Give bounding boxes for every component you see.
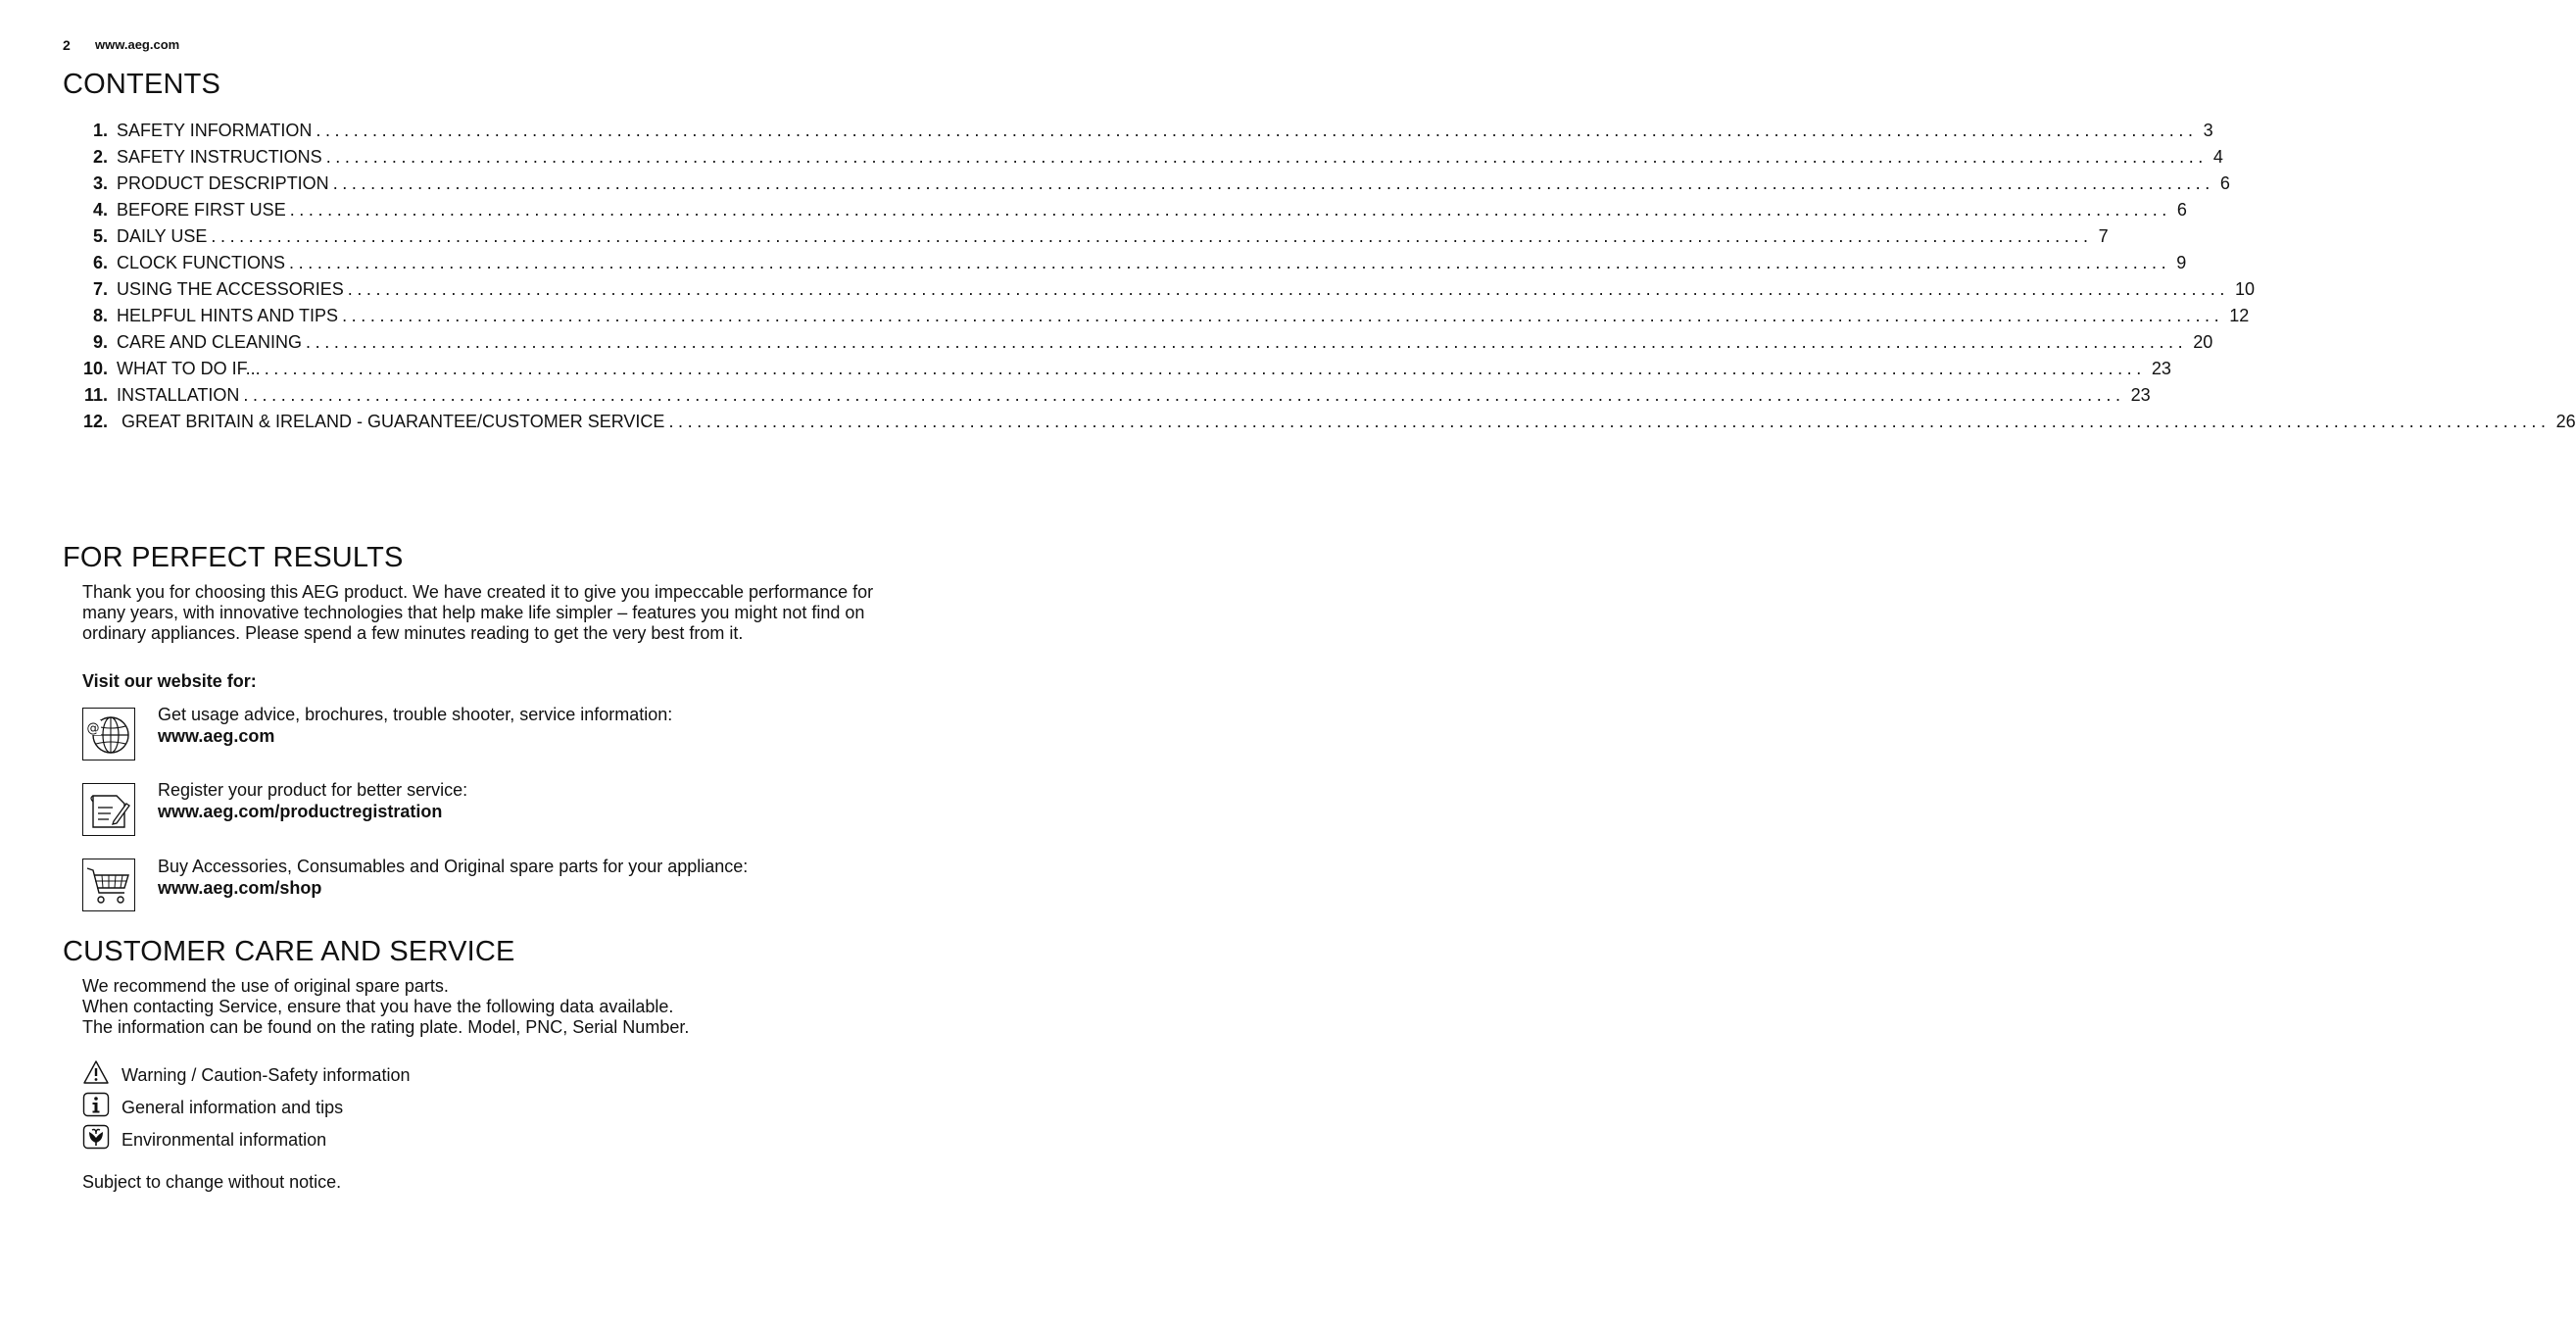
toc-item[interactable] bbox=[63, 251, 2187, 277]
toc-page: 26 bbox=[2555, 412, 2576, 431]
registration-icon bbox=[82, 783, 135, 836]
toc-leader: ........................................................................................................................................................................................................ bbox=[325, 147, 2208, 167]
toc-leader: ........................................................................................................................................................................................................ bbox=[264, 359, 2146, 378]
toc-title: PRODUCT DESCRIPTION bbox=[117, 173, 329, 193]
toc-title: WHAT TO DO IF... bbox=[117, 359, 261, 378]
visit-label: Visit our website for: bbox=[82, 671, 257, 691]
shop-link[interactable]: www.aeg.com/shop bbox=[158, 878, 322, 898]
page-number: 2 bbox=[63, 37, 71, 53]
toc-number: 3. bbox=[92, 173, 108, 193]
globe-icon bbox=[82, 708, 135, 761]
shopping-cart-icon bbox=[82, 859, 135, 911]
svg-text:@: @ bbox=[86, 721, 100, 736]
toc-page: 3 bbox=[2203, 121, 2213, 140]
toc-item[interactable] bbox=[63, 224, 2109, 251]
toc-number: 9. bbox=[92, 332, 108, 352]
toc-item[interactable] bbox=[63, 383, 2151, 410]
toc-page: 20 bbox=[2193, 332, 2213, 352]
contents-title: CONTENTS bbox=[63, 69, 221, 100]
toc-number: 11. bbox=[83, 385, 108, 405]
toc-leader: ........................................................................................................................................................................................................ bbox=[332, 173, 2214, 193]
toc-number: 6. bbox=[92, 253, 108, 272]
link-row-registration bbox=[158, 779, 863, 822]
symbol-label: Warning / Caution-Safety information bbox=[122, 1065, 411, 1085]
toc-title: GREAT BRITAIN & IRELAND - GUARANTEE/CUSTOMER SERVICE bbox=[117, 412, 665, 431]
toc-title: SAFETY INFORMATION bbox=[117, 121, 313, 140]
perfect-results-title: FOR PERFECT RESULTS bbox=[63, 542, 404, 573]
toc-number: 5. bbox=[92, 226, 108, 246]
intro-paragraph: Thank you for choosing this AEG product. We have created it to give you impeccable performance for many years, with innovative technologies that help make life simpler – features you might not find on ordinary appliances. Please spend a few minutes reading to get the very best from it. bbox=[82, 582, 874, 643]
toc-title: DAILY USE bbox=[117, 226, 208, 246]
toc-number: 12. bbox=[82, 412, 108, 431]
toc-title: BEFORE FIRST USE bbox=[117, 200, 286, 220]
toc-leader: ........................................................................................................................................................................................................ bbox=[342, 306, 2224, 325]
link-row-support bbox=[158, 704, 863, 747]
warning-icon bbox=[82, 1059, 110, 1085]
toc-item[interactable] bbox=[63, 277, 2255, 304]
toc-number: 10. bbox=[82, 359, 108, 378]
toc-item[interactable] bbox=[63, 145, 2223, 172]
toc-leader: ........................................................................................................................................................................................................ bbox=[289, 200, 2171, 220]
care-line: We recommend the use of original spare parts. bbox=[82, 976, 449, 996]
toc-page: 6 bbox=[2176, 200, 2187, 220]
info-icon bbox=[82, 1092, 110, 1117]
toc-item[interactable] bbox=[63, 304, 2250, 330]
registration-link[interactable]: www.aeg.com/productregistration bbox=[158, 802, 443, 821]
toc-title: SAFETY INSTRUCTIONS bbox=[117, 147, 322, 167]
customer-care-title: CUSTOMER CARE AND SERVICE bbox=[63, 936, 515, 967]
toc-item[interactable] bbox=[63, 357, 2171, 383]
symbol-label: General information and tips bbox=[122, 1098, 344, 1117]
toc-title: HELPFUL HINTS AND TIPS bbox=[117, 306, 339, 325]
toc-page: 6 bbox=[2219, 173, 2230, 193]
link-description: Register your product for better service: bbox=[158, 780, 468, 800]
toc-item[interactable] bbox=[63, 172, 2230, 198]
care-line: When contacting Service, ensure that you have the following data available. bbox=[82, 997, 674, 1016]
toc-leader: ........................................................................................................................................................................................................ bbox=[347, 279, 2229, 299]
toc-leader: ........................................................................................................................................................................................................ bbox=[211, 226, 2093, 246]
toc-title: USING THE ACCESSORIES bbox=[117, 279, 344, 299]
toc-title: CLOCK FUNCTIONS bbox=[117, 253, 286, 272]
environment-icon bbox=[82, 1124, 110, 1150]
toc-title: INSTALLATION bbox=[117, 385, 240, 405]
toc-leader: ........................................................................................................................................................................................................ bbox=[243, 385, 2125, 405]
toc-list bbox=[63, 119, 2576, 436]
toc-page: 9 bbox=[2176, 253, 2187, 272]
toc-leader: ........................................................................................................................................................................................................ bbox=[668, 412, 2551, 431]
toc-number: 4. bbox=[92, 200, 108, 220]
toc-page: 4 bbox=[2212, 147, 2223, 167]
toc-leader: ........................................................................................................................................................................................................ bbox=[306, 332, 2188, 352]
link-description: Get usage advice, brochures, trouble shooter, service information: bbox=[158, 705, 673, 724]
toc-page: 7 bbox=[2098, 226, 2109, 246]
toc-title: CARE AND CLEANING bbox=[117, 332, 303, 352]
link-row-shop bbox=[158, 856, 863, 899]
support-link[interactable]: www.aeg.com bbox=[158, 726, 275, 746]
toc-leader: ........................................................................................................................................................................................................ bbox=[289, 253, 2171, 272]
toc-page: 23 bbox=[2151, 359, 2171, 378]
toc-number: 8. bbox=[92, 306, 108, 325]
toc-item[interactable] bbox=[63, 410, 2576, 436]
toc-page: 23 bbox=[2130, 385, 2151, 405]
header-website[interactable]: www.aeg.com bbox=[95, 37, 180, 52]
toc-page: 12 bbox=[2229, 306, 2250, 325]
change-notice: Subject to change without notice. bbox=[82, 1172, 342, 1192]
toc-number: 1. bbox=[92, 121, 108, 140]
toc-number: 7. bbox=[92, 279, 108, 299]
toc-item[interactable] bbox=[63, 330, 2213, 357]
symbol-label: Environmental information bbox=[122, 1130, 327, 1150]
care-line: The information can be found on the rating plate. Model, PNC, Serial Number. bbox=[82, 1017, 690, 1037]
toc-item[interactable] bbox=[63, 119, 2213, 145]
toc-leader: ........................................................................................................................................................................................................ bbox=[316, 121, 2198, 140]
toc-page: 10 bbox=[2234, 279, 2255, 299]
link-description: Buy Accessories, Consumables and Original spare parts for your appliance: bbox=[158, 857, 749, 876]
toc-number: 2. bbox=[92, 147, 108, 167]
toc-item[interactable] bbox=[63, 198, 2187, 224]
